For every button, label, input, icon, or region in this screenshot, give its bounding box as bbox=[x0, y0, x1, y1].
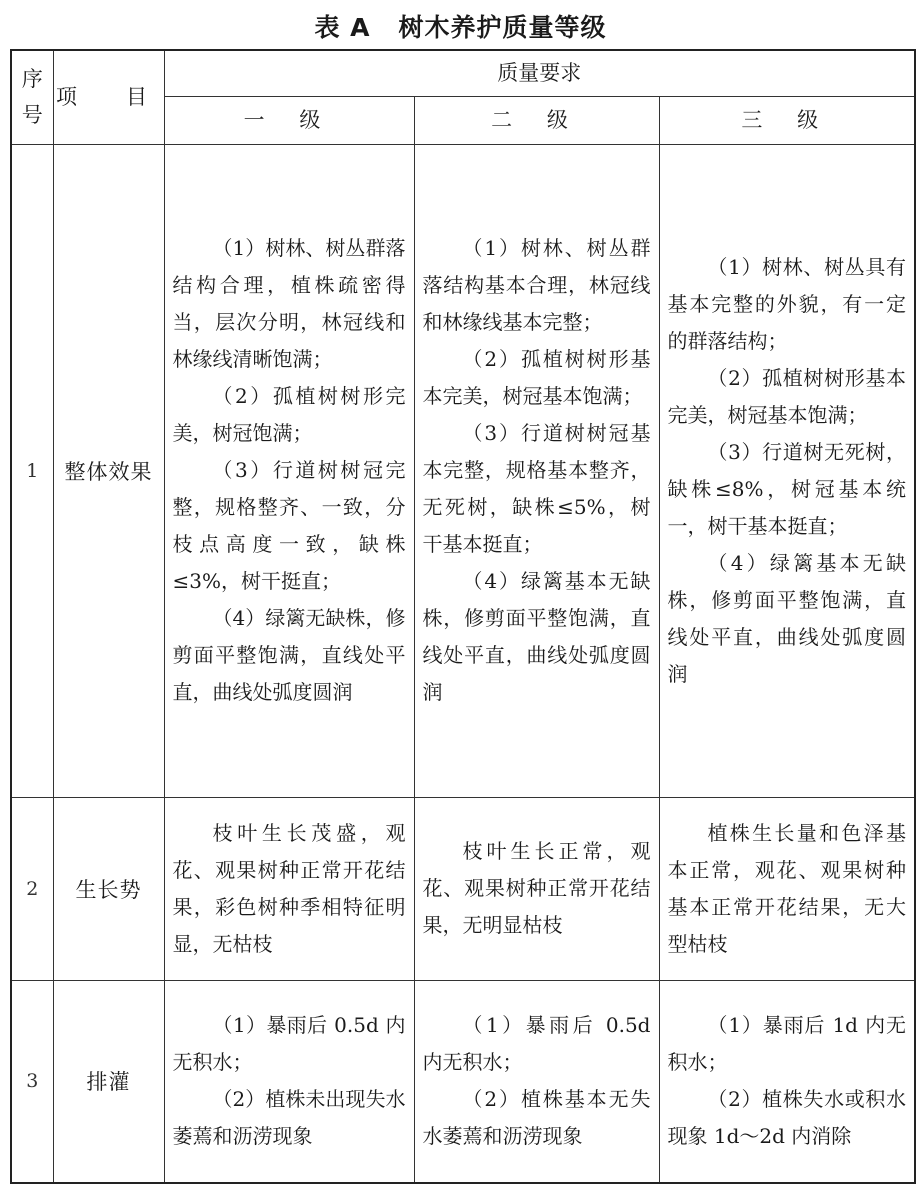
requirement-text: （1）暴雨后 1d 内无积水； bbox=[667, 1013, 906, 1075]
grade3-cell bbox=[659, 980, 915, 1183]
table-label: 表 A bbox=[314, 13, 371, 42]
row-item: 排灌 bbox=[53, 980, 164, 1183]
table-caption: 树木养护质量等级 bbox=[398, 13, 607, 42]
grade2-cell bbox=[414, 980, 659, 1183]
quality-grade-table bbox=[10, 49, 916, 1184]
row-item: 生长势 bbox=[53, 797, 164, 980]
row-number: 3 bbox=[11, 980, 53, 1183]
row-number: 1 bbox=[11, 144, 53, 797]
requirement-text: 枝叶生长正常，观花、观果树种正常开花结果，无明显枯枝 bbox=[422, 839, 651, 937]
requirement-text: （2）植株未出现失水萎蔫和沥涝现象 bbox=[172, 1087, 406, 1149]
grade3-header bbox=[659, 96, 915, 144]
requirement-text: 植株生长量和色泽基本正常，观花、观果树种基本正常开花结果，无大型枯枝 bbox=[667, 820, 906, 956]
requirement-text: （2）孤植树树形基本完美，树冠基本饱满； bbox=[422, 347, 651, 408]
requirement-text: （2）植株失水或积水现象 1d～2d 内消除 bbox=[667, 1087, 906, 1149]
quality-header: 质量要求 bbox=[164, 50, 915, 96]
row-number: 2 bbox=[11, 797, 53, 980]
row-item: 整体效果 bbox=[53, 144, 164, 797]
grade2-cell bbox=[414, 144, 659, 797]
grade3-cell bbox=[659, 144, 915, 797]
requirement-text: （2）植株基本无失水萎蔫和沥涝现象 bbox=[422, 1087, 651, 1149]
grade2-header bbox=[414, 96, 659, 144]
requirement-text: （2）孤植树树形基本完美，树冠基本饱满； bbox=[667, 365, 906, 427]
seq-header: 序号 bbox=[11, 50, 53, 144]
requirement-text: （3）行道树树冠完整，规格整齐、一致，分枝点高度一致，缺株≤3%，树干挺直； bbox=[172, 458, 406, 593]
grade3-cell bbox=[659, 797, 915, 980]
requirement-text: （1）树林、树丛具有基本完整的外貌，有一定的群落结构； bbox=[667, 254, 906, 353]
grade2-cell bbox=[414, 797, 659, 980]
requirement-text: （2）孤植树树形完美，树冠饱满； bbox=[172, 384, 406, 445]
requirement-text: （1）暴雨后 0.5d 内无积水； bbox=[422, 1013, 651, 1075]
requirement-text: （1）树林、树丛群落结构合理，植株疏密得当，层次分明，林冠线和林缘线清晰饱满； bbox=[172, 236, 406, 371]
grade1-cell bbox=[164, 144, 414, 797]
table-title bbox=[0, 8, 921, 48]
grade1-header-label: 一 级 bbox=[243, 108, 335, 132]
item-header-label: 项 目 bbox=[56, 85, 161, 110]
requirement-text: （3）行道树树冠基本完整，规格基本整齐，无死树，缺株≤5%，树干基本挺直； bbox=[422, 421, 651, 556]
table-row bbox=[11, 797, 915, 980]
requirement-text: （4）绿篱基本无缺株，修剪面平整饱满，直线处平直，曲线处弧度圆润 bbox=[422, 569, 651, 704]
grade1-header bbox=[164, 96, 414, 144]
requirement-text: （4）绿篱无缺株，修剪面平整饱满，直线处平直，曲线处弧度圆润 bbox=[172, 606, 406, 704]
grade3-header-label: 三 级 bbox=[741, 108, 833, 132]
requirement-text: （1）树林、树丛群落结构基本合理，林冠线和林缘线基本完整； bbox=[422, 236, 651, 334]
requirement-text: （4）绿篱基本无缺株，修剪面平整饱满，直线处平直，曲线处弧度圆润 bbox=[667, 550, 906, 686]
table-row bbox=[11, 144, 915, 797]
requirement-text: 枝叶生长茂盛，观花、观果树种正常开花结果，彩色树种季相特征明显，无枯枝 bbox=[172, 820, 406, 956]
requirement-text: （1）暴雨后 0.5d 内无积水； bbox=[172, 1013, 406, 1075]
item-header bbox=[53, 50, 164, 144]
requirement-text: （3）行道树无死树，缺株≤8%，树冠基本统一，树干基本挺直； bbox=[667, 439, 906, 538]
grade1-cell bbox=[164, 797, 414, 980]
grade1-cell bbox=[164, 980, 414, 1183]
table-row bbox=[11, 980, 915, 1183]
grade2-header-label: 二 级 bbox=[491, 108, 582, 132]
